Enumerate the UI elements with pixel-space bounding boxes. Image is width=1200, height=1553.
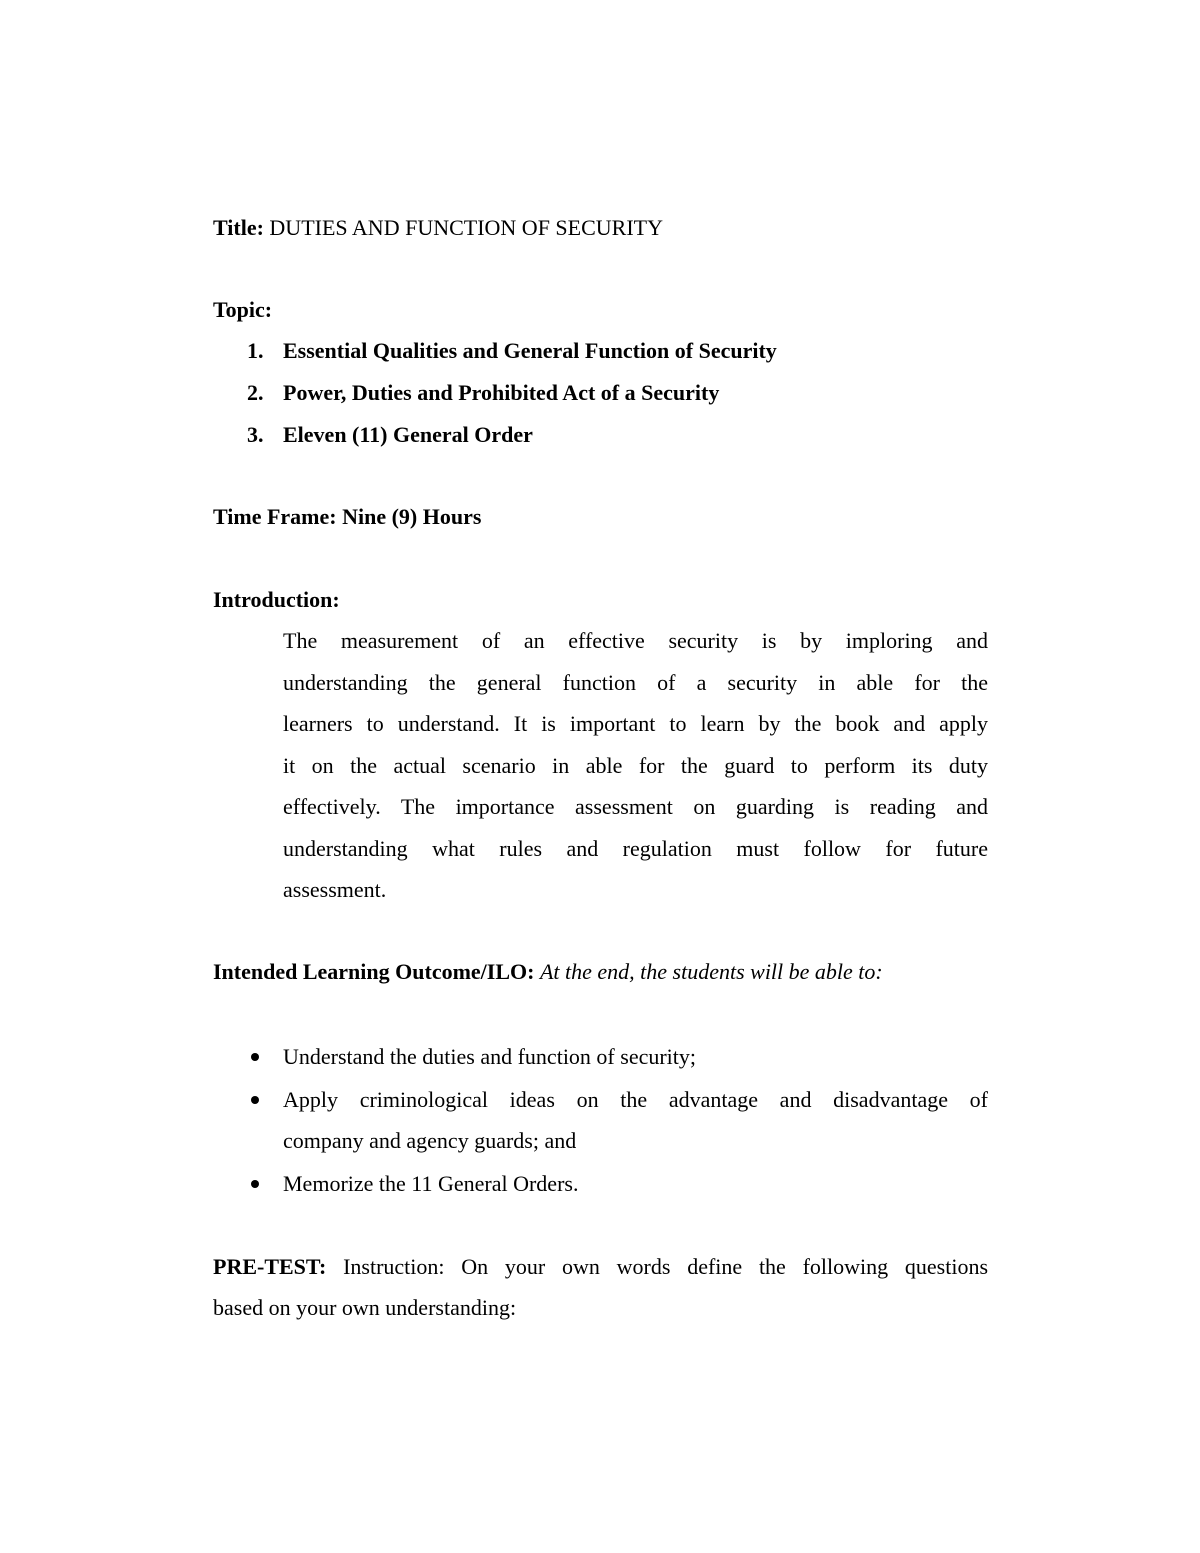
bullet-icon <box>251 1096 259 1104</box>
pretest-label: PRE-TEST: <box>213 1254 327 1279</box>
pretest-line: based on your own understanding: <box>213 1295 517 1320</box>
ilo-item-continuation: company and agency guards; and <box>283 1128 577 1153</box>
pretest-line <box>213 1253 988 1281</box>
ilo-item: Memorize the 11 General Orders. <box>283 1171 579 1196</box>
introduction-line: assessment. <box>283 877 387 902</box>
topic-item: Power, Duties and Prohibited Act of a Security <box>283 380 720 405</box>
introduction-line: effectively. The importance assessment on guarding is reading and <box>283 794 988 819</box>
topic-heading: Topic: <box>213 297 273 322</box>
introduction-heading: Introduction: <box>213 587 340 612</box>
topic-item-number: 2. <box>247 380 264 405</box>
ilo-item: Apply criminological ideas on the advantage and disadvantage of <box>283 1087 988 1112</box>
topic-item-number: 3. <box>247 422 264 447</box>
time-frame <box>213 503 481 531</box>
title-value: DUTIES AND FUNCTION OF SECURITY <box>269 215 663 240</box>
ilo-label: Intended Learning Outcome/ILO: <box>213 959 535 984</box>
introduction-line: understanding what rules and regulation must follow for future <box>283 836 988 861</box>
bullet-icon <box>251 1180 259 1188</box>
pretest-instruction: Instruction: On your own words define the following questions <box>343 1254 989 1279</box>
ilo-item: Understand the duties and function of security; <box>283 1044 697 1069</box>
introduction-line: learners to understand. It is important to learn by the book and apply <box>283 711 988 736</box>
topic-item: Eleven (11) General Order <box>283 422 533 447</box>
bullet-icon <box>251 1053 259 1061</box>
time-frame-label: Time Frame: <box>213 504 337 529</box>
topic-item-number: 1. <box>247 338 264 363</box>
title-label: Title: <box>213 215 264 240</box>
time-frame-value: Nine (9) Hours <box>342 504 482 529</box>
introduction-line: it on the actual scenario in able for the guard to perform its duty <box>283 753 988 778</box>
ilo-lead: At the end, the students will be able to: <box>539 959 883 984</box>
introduction-line: The measurement of an effective security is by imploring and <box>283 628 988 653</box>
introduction-line: understanding the general function of a security in able for the <box>283 670 988 695</box>
document-title <box>213 214 663 242</box>
topic-item: Essential Qualities and General Function of Security <box>283 338 777 363</box>
ilo-heading <box>213 958 883 986</box>
